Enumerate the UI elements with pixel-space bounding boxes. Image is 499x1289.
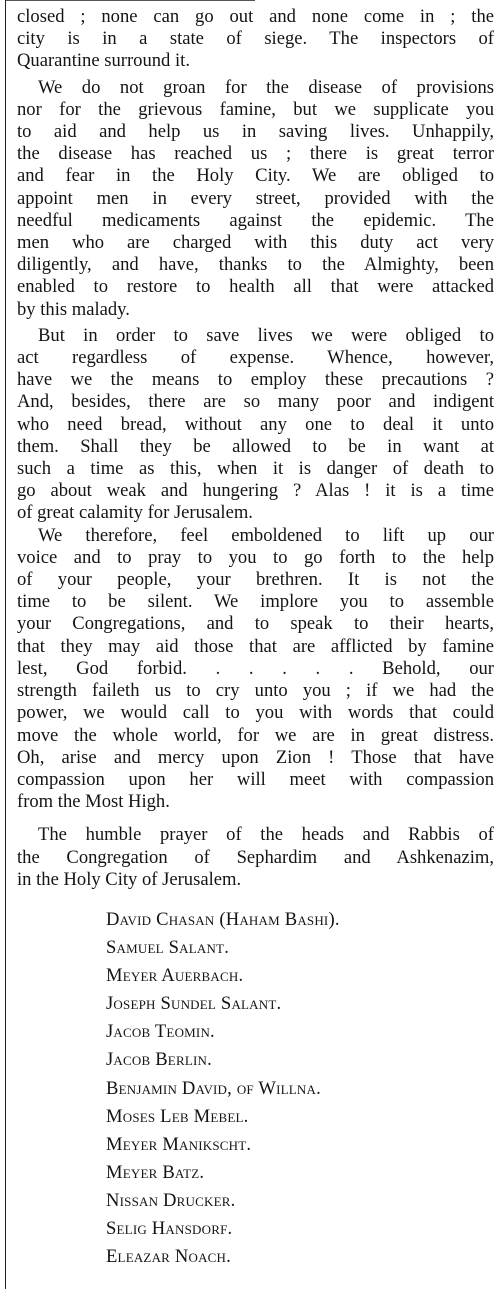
text-line: move the whole world, for we are in great distress. xyxy=(17,724,494,746)
paragraph-4 xyxy=(17,525,494,814)
text-line: closed ; none can go out and none come in ; the xyxy=(17,6,494,27)
text-line: compassion upon her will meet with compassion xyxy=(17,768,494,790)
signatory: Benjamin David, of Willna. xyxy=(106,1077,321,1099)
text-line: Quarantine surround it. xyxy=(17,50,190,72)
paragraph-2 xyxy=(17,77,494,321)
text-line: enabled to restore to health all that were attacked xyxy=(17,276,494,298)
paragraph-5 xyxy=(17,824,494,891)
signatory-list xyxy=(106,906,340,1271)
text-line: to aid and help us in saving lives. Unhappily, xyxy=(17,121,494,143)
text-line: lest, God forbid. . . . . . Behold, our xyxy=(17,657,494,679)
paragraph-3 xyxy=(17,325,494,525)
signatory: Meyer Batz. xyxy=(106,1161,205,1183)
text-line: act regardless of expense. Whence, however, xyxy=(17,347,494,369)
paragraph-1 xyxy=(17,6,494,73)
text-line: have we the means to employ these precautions ? xyxy=(17,369,494,391)
text-line: diligently, and have, thanks to the Almighty, been xyxy=(17,254,494,276)
text-line: of great calamity for Jerusalem. xyxy=(17,502,253,524)
text-line: that they may aid those that are afflicted by famine xyxy=(17,635,494,657)
text-line: by this malady. xyxy=(17,298,130,320)
text-line: the Congregation of Sephardim and Ashkenazim, xyxy=(17,846,494,868)
signatory: Selig Hansdorf. xyxy=(106,1218,233,1240)
text-line: from the Most High. xyxy=(17,791,170,813)
text-line: Oh, arise and mercy upon Zion ! Those that have xyxy=(17,746,494,768)
signatory: Joseph Sundel Salant. xyxy=(106,993,282,1015)
signatory: Jacob Teomin. xyxy=(106,1021,215,1043)
text-line: power, we would call to you with words that could xyxy=(17,702,494,724)
text-line: the disease has reached us ; there is great terror xyxy=(17,143,494,165)
text-line: who need bread, without any one to deal it unto xyxy=(17,413,494,435)
article-column xyxy=(17,6,494,891)
text-line: appoint men in every street, provided with the xyxy=(17,187,494,209)
signatory: Meyer Auerbach. xyxy=(106,965,244,987)
text-line: and fear in the Holy City. We are obliged to xyxy=(17,165,494,187)
text-line: them. Shall they be allowed to be in want at xyxy=(17,435,494,457)
signatory: Samuel Salant. xyxy=(106,937,230,959)
signatory: Jacob Berlin. xyxy=(106,1049,212,1071)
text-line: strength faileth us to cry unto you ; if we had the xyxy=(17,680,494,702)
top-rule xyxy=(5,0,255,1)
column-rule xyxy=(5,0,6,1289)
text-line: We do not groan for the disease of provisions xyxy=(38,76,494,98)
text-line: The humble prayer of the heads and Rabbis of xyxy=(38,824,494,846)
signatory: Nissan Drucker. xyxy=(106,1189,236,1211)
text-line: We therefore, feel emboldened to lift up our xyxy=(38,524,494,546)
text-line: city is in a state of siege. The inspectors of xyxy=(17,28,494,50)
text-line: But in order to save lives we were obliged to xyxy=(38,324,494,346)
text-line: go about weak and hungering ? Alas ! it is a time xyxy=(17,480,494,502)
signatory: Eleazar Noach. xyxy=(106,1246,231,1268)
signatory: David Chasan (Haham Bashi). xyxy=(106,909,340,930)
signatory: Meyer Manikscht. xyxy=(106,1133,252,1155)
text-line: of your people, your brethren. It is not the xyxy=(17,569,494,591)
signatory: Moses Leb Mebel. xyxy=(106,1105,249,1127)
text-line: such a time as this, when it is danger of death to xyxy=(17,458,494,480)
text-line: needful medicaments against the epidemic. The xyxy=(17,209,494,231)
text-line: in the Holy City of Jerusalem. xyxy=(17,868,242,890)
text-line: time to be silent. We implore you to assemble xyxy=(17,591,494,613)
text-line: your Congregations, and to speak to their hearts, xyxy=(17,613,494,635)
text-line: nor for the grievous famine, but we supplicate you xyxy=(17,98,494,120)
text-line: And, besides, there are so many poor and indigent xyxy=(17,391,494,413)
text-line: voice and to pray to you to go forth to the help xyxy=(17,546,494,568)
text-line: men who are charged with this duty act very xyxy=(17,232,494,254)
